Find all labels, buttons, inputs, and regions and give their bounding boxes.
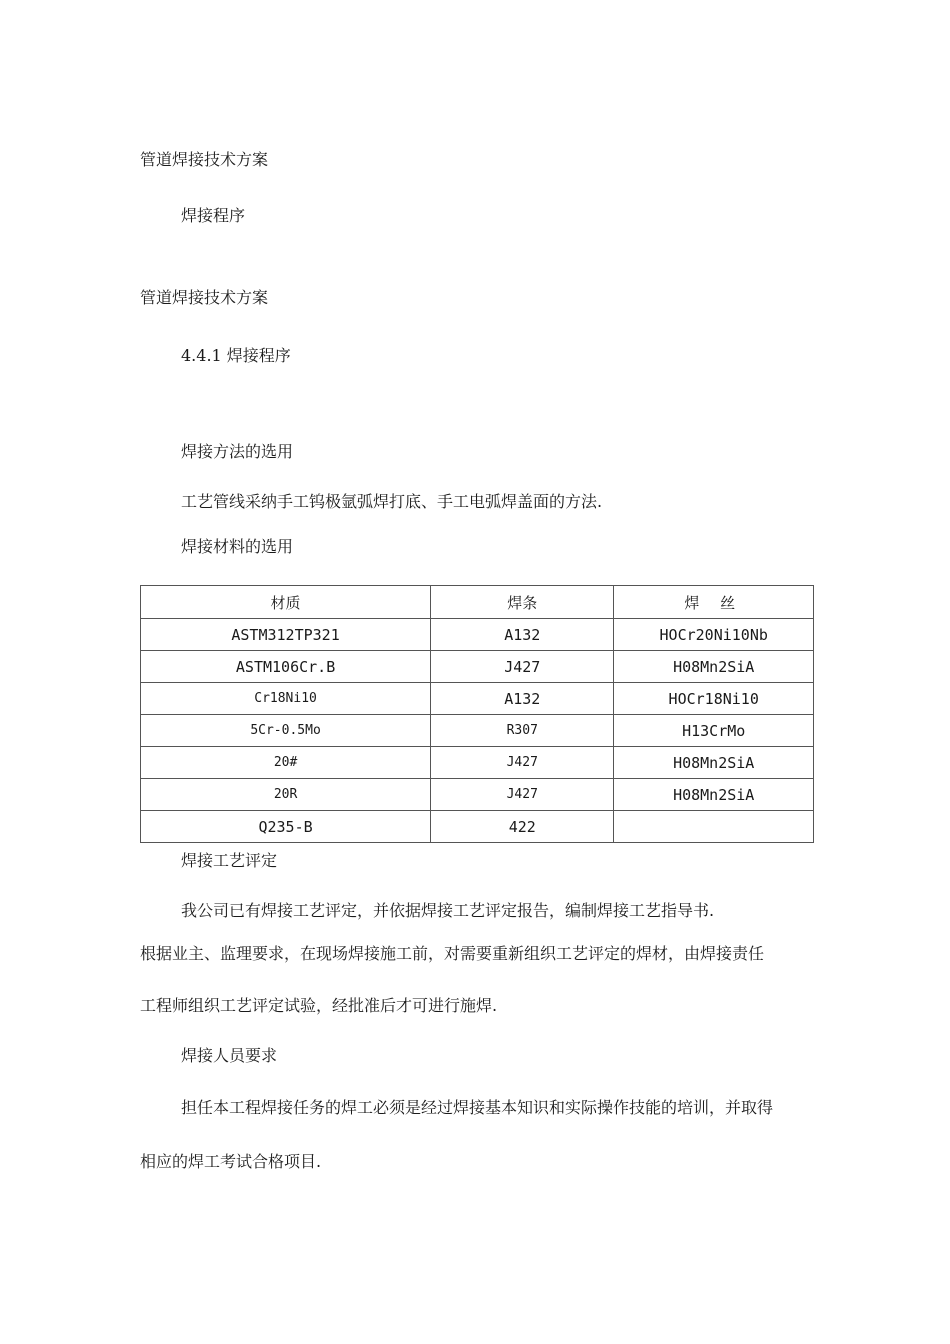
cell-material: Cr18Ni10 <box>141 683 431 715</box>
cell-electrode: A132 <box>431 619 614 651</box>
paragraph-eval-3: 工程师组织工艺评定试验，经批准后才可进行施焊. <box>140 996 498 1015</box>
cell-wire: HOCr18Ni10 <box>614 683 814 715</box>
cell-wire <box>614 811 814 843</box>
header-material: 材质 <box>141 586 431 619</box>
table-row <box>141 715 814 747</box>
cell-wire: H13CrMo <box>614 715 814 747</box>
heading-welding-material: 焊接材料的选用 <box>181 537 294 556</box>
table-row <box>141 779 814 811</box>
cell-wire: H08Mn2SiA <box>614 779 814 811</box>
paragraph-staff-2: 相应的焊工考试合格项目. <box>140 1152 322 1171</box>
heading-welder-requirements: 焊接人员要求 <box>181 1046 278 1065</box>
cell-electrode: J427 <box>431 651 614 683</box>
cell-electrode: J427 <box>431 779 614 811</box>
table-header-row <box>141 586 814 619</box>
table-row <box>141 683 814 715</box>
cell-material: ASTM106Cr.B <box>141 651 431 683</box>
doc-title-2: 管道焊接技术方案 <box>140 288 269 307</box>
cell-electrode: A132 <box>431 683 614 715</box>
paragraph-welding-method: 工艺管线采纳手工钨极氩弧焊打底、手工电弧焊盖面的方法. <box>181 492 603 511</box>
cell-wire: H08Mn2SiA <box>614 747 814 779</box>
doc-title-1: 管道焊接技术方案 <box>140 150 269 169</box>
table-row <box>141 619 814 651</box>
paragraph-staff-1: 担任本工程焊接任务的焊工必须是经过焊接基本知识和实际操作技能的培训，并取得 <box>181 1098 774 1117</box>
cell-material: Q235-B <box>141 811 431 843</box>
cell-wire: H08Mn2SiA <box>614 651 814 683</box>
header-electrode: 焊条 <box>431 586 614 619</box>
cell-electrode: R307 <box>431 715 614 747</box>
header-wire: 焊 丝 <box>614 586 814 619</box>
table-row <box>141 651 814 683</box>
section-heading: 4.4.1 焊接程序 <box>181 346 291 365</box>
table-row <box>141 747 814 779</box>
cell-electrode: 422 <box>431 811 614 843</box>
material-table <box>140 585 814 843</box>
heading-welding-procedure-qualification: 焊接工艺评定 <box>181 851 278 870</box>
cell-material: 20R <box>141 779 431 811</box>
cell-electrode: J427 <box>431 747 614 779</box>
cell-wire: HOCr20Ni10Nb <box>614 619 814 651</box>
cell-material: 5Cr-0.5Mo <box>141 715 431 747</box>
cell-material: ASTM312TP321 <box>141 619 431 651</box>
doc-subtitle-1: 焊接程序 <box>181 206 246 225</box>
paragraph-eval-2: 根据业主、监理要求，在现场焊接施工前，对需要重新组织工艺评定的焊材，由焊接责任 <box>140 944 765 963</box>
heading-welding-method: 焊接方法的选用 <box>181 442 294 461</box>
paragraph-eval-1: 我公司已有焊接工艺评定，并依据焊接工艺评定报告，编制焊接工艺指导书. <box>181 901 715 920</box>
table-row <box>141 811 814 843</box>
cell-material: 20# <box>141 747 431 779</box>
